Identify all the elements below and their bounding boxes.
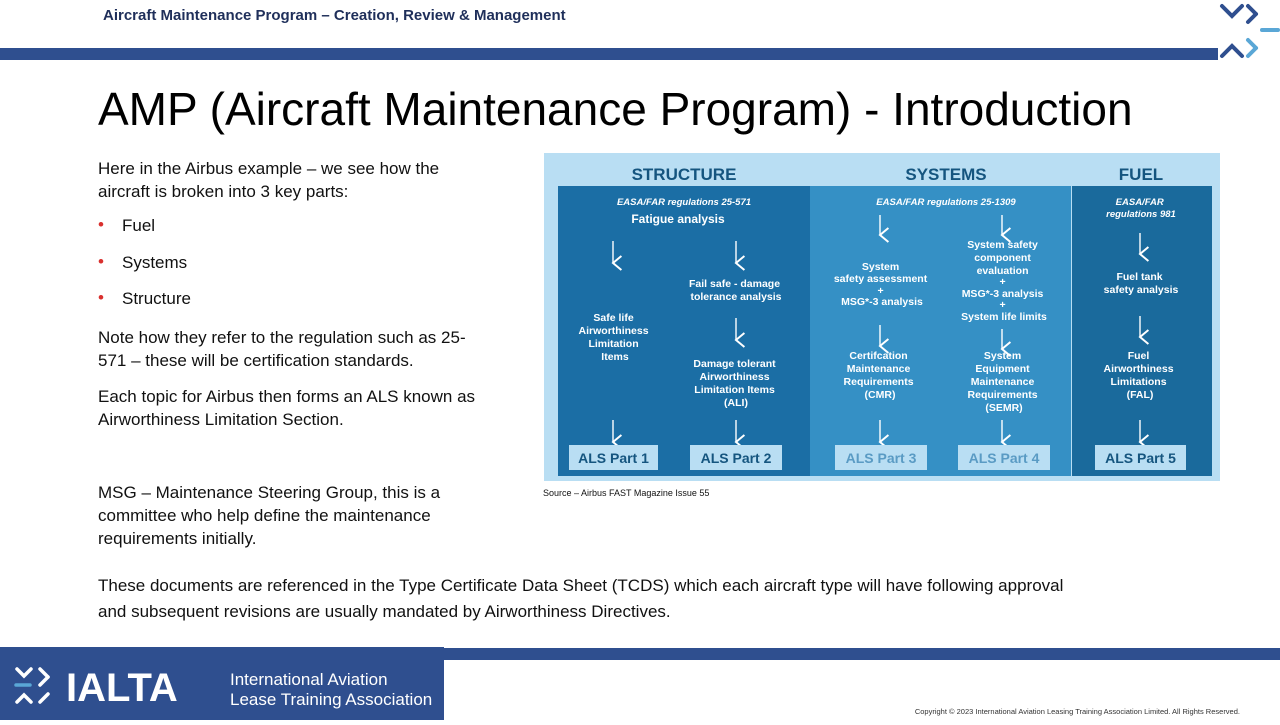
note-line: 571 – these will be certification standards.: [98, 351, 414, 370]
msg-line: requirements initially.: [98, 529, 257, 548]
list-item-label: Fuel: [122, 216, 156, 235]
als-part-5-label: ALS Part 5: [1105, 450, 1176, 466]
systems-panel: [810, 186, 1071, 476]
intro-line: aircraft is broken into 3 key parts:: [98, 182, 349, 201]
footer-bar: [444, 648, 1280, 660]
list-item-label: Systems: [122, 252, 188, 272]
header-systems: SYSTEMS: [905, 165, 987, 184]
structure-regulation: EASA/FAR regulations 25-571: [616, 197, 752, 208]
logo-wordmark: IALTA: [66, 666, 178, 710]
als-part-2-label: ALS Part 2: [700, 450, 772, 466]
source-caption: Source – Airbus FAST Magazine Issue 55: [543, 488, 710, 498]
list-item: [98, 253, 191, 290]
cmr-text: Certifcation Maintenance Requirements (CMR): [843, 350, 914, 401]
list-item-label: Structure: [122, 289, 191, 308]
als-diagram: [544, 153, 1220, 481]
sscr-text: System safety component evaluation + MSG*-3 analysis + System life limits: [961, 239, 1047, 323]
note-line: Note how they refer to the regulation such as 25-: [98, 328, 466, 347]
fail-safe-text: Fail safe - damage tolerance analysis: [689, 278, 782, 303]
header-title: Aircraft Maintenance Program – Creation, Review & Management: [103, 7, 566, 24]
ssa-text: System safety assessment + MSG*-3 analysis: [833, 261, 928, 308]
als-text: [98, 385, 475, 431]
systems-regulation: EASA/FAR regulations 25-1309: [876, 197, 1016, 208]
bullet-icon: •: [98, 288, 104, 307]
list-item: [98, 216, 191, 253]
msg-text: [98, 481, 440, 550]
tcds-line: These documents are referenced in the Type Certificate Data Sheet (TCDS) which each aircraft type will have following approval: [98, 576, 1064, 595]
structure-analysis: Fatigue analysis: [631, 212, 725, 226]
tcds-text: [98, 573, 1063, 625]
intro-line: Here in the Airbus example – we see how the: [98, 159, 440, 178]
fal-text: Fuel Airworthiness Limitations (FAL): [1103, 350, 1174, 401]
note-text: [98, 326, 466, 372]
damage-tolerant-text: Damage tolerant Airworthiness Limitation Items (ALI): [693, 358, 776, 409]
ialta-mark-icon: [1218, 0, 1280, 62]
logo-line-1: International Aviation: [230, 670, 388, 689]
als-line: Airworthiness Limitation Section.: [98, 410, 344, 429]
ialta-logo: [0, 647, 444, 720]
header-bar: [0, 48, 1218, 60]
parts-list: [98, 216, 191, 326]
header-structure: STRUCTURE: [631, 165, 737, 184]
safe-life-text: Safe life Airworthiness Limitation Items: [578, 312, 649, 363]
als-part-3-label: ALS Part 3: [845, 450, 917, 466]
bullet-icon: •: [98, 251, 104, 271]
page-title: AMP (Aircraft Maintenance Program) - Introduction: [98, 83, 1133, 135]
list-item: [98, 289, 191, 326]
fuel-panel: [1072, 186, 1212, 476]
bullet-icon: •: [98, 215, 104, 234]
semr-text: System Equipment Maintenance Requirements (SEMR): [967, 350, 1038, 414]
copyright: Copyright © 2023 International Aviation Leasing Training Association Limited. All Rights Reserved.: [914, 707, 1240, 716]
fuel-regulation: EASA/FAR regulations 981: [1106, 197, 1176, 220]
msg-line: MSG – Maintenance Steering Group, this is a: [98, 483, 441, 502]
msg-line: committee who help define the maintenance: [98, 506, 431, 525]
header-fuel: FUEL: [1118, 165, 1164, 184]
als-line: Each topic for Airbus then forms an ALS known as: [98, 387, 476, 406]
logo-line-2: Lease Training Association: [230, 690, 433, 709]
als-part-4-label: ALS Part 4: [968, 450, 1040, 466]
als-part-1-label: ALS Part 1: [578, 450, 649, 466]
fuel-analysis-text: Fuel tank safety analysis: [1103, 271, 1179, 296]
intro-text: [98, 157, 439, 203]
tcds-line: and subsequent revisions are usually mandated by Airworthiness Directives.: [98, 602, 671, 621]
